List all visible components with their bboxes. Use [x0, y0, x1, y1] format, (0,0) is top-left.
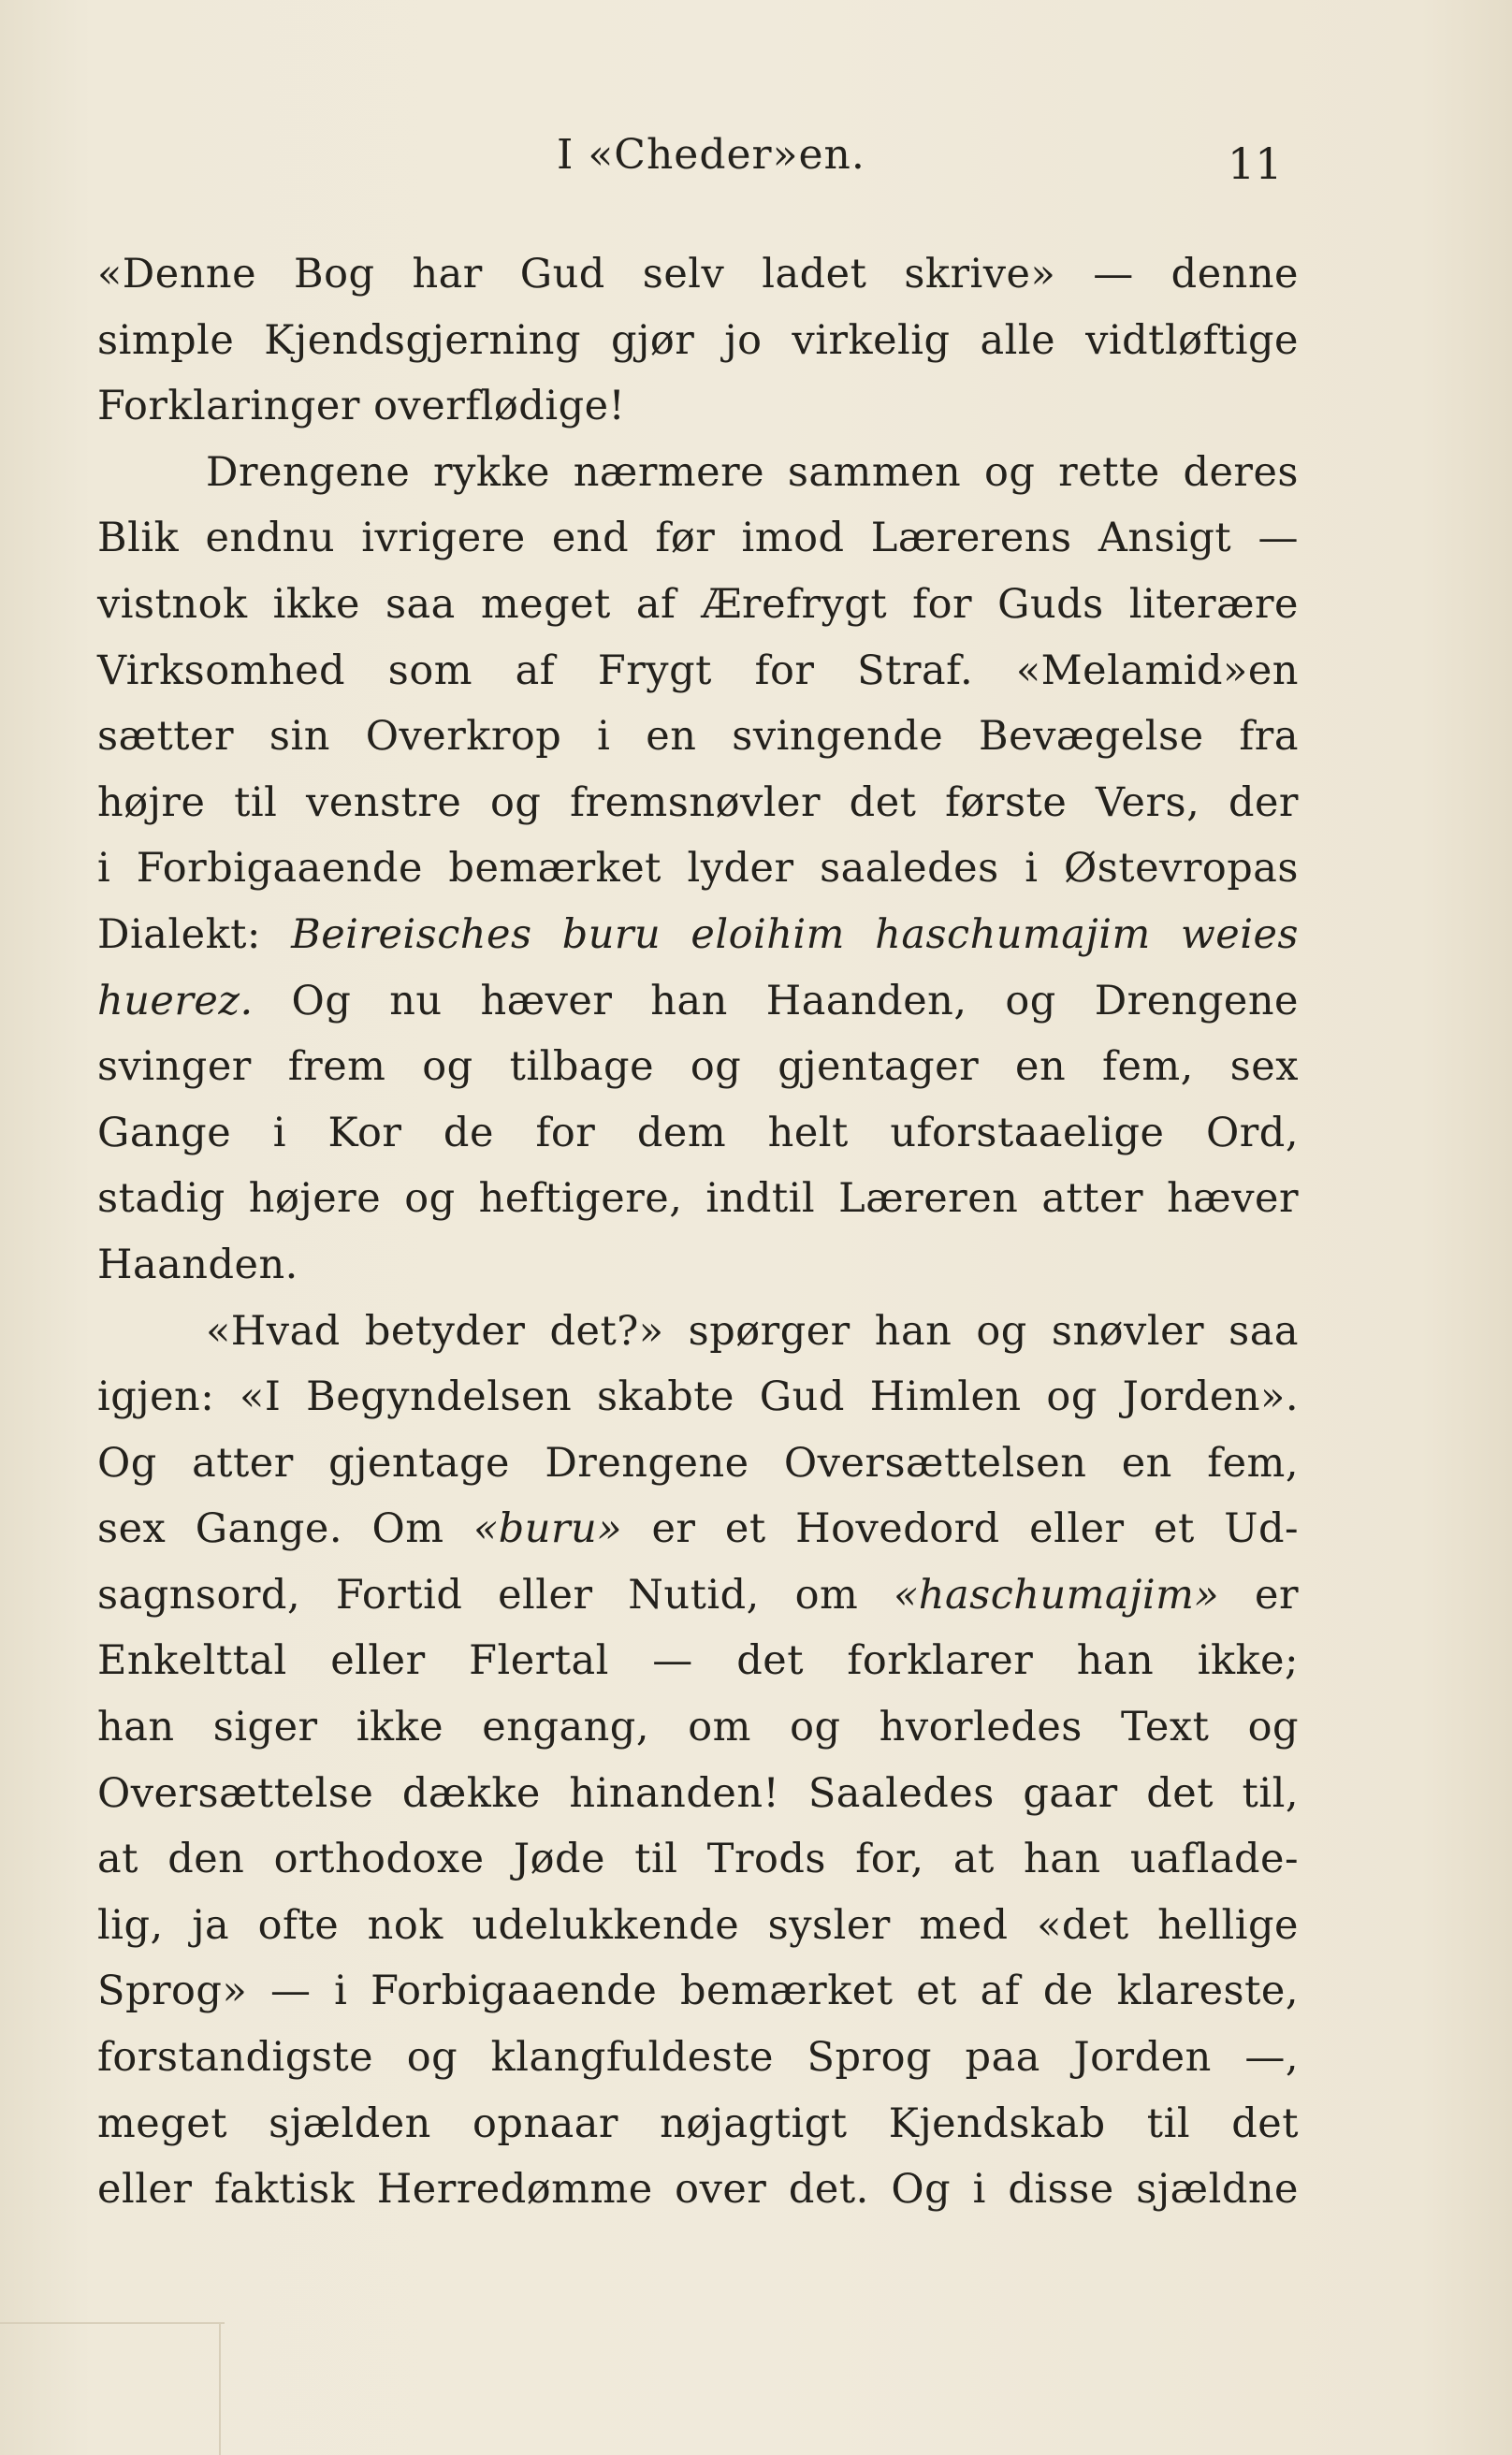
text-line: «Hvad betyder det?» spørger han og snøvler saa — [206, 1307, 1299, 1355]
text-run: Og nu hæver han Haanden, og Drengene — [253, 977, 1299, 1024]
text-line: lig, ja ofte nok udelukkende sysler med «det hellige — [97, 1901, 1299, 1949]
text-line: i Forbigaaende bemærket lyder saaledes i Østevropas — [97, 845, 1299, 893]
text-line — [97, 1562, 1299, 1629]
text-line: forstandigste og klangfuldeste Sprog paa Jorden —, — [97, 2034, 1299, 2082]
italic-text-run: Beireisches buru eloihim haschumajim weies — [291, 910, 1299, 958]
text-line: Gange i Kor de for dem helt uforstaaelige Ord, — [97, 1109, 1299, 1156]
text-line: svinger frem og tilbage og gjentager en fem, sex — [97, 1043, 1299, 1091]
text-line: sætter sin Overkrop i en svingende Bevægelse fra — [97, 713, 1299, 761]
text-line: Blik endnu ivrigere end før imod Lærerens Ansigt — — [97, 515, 1299, 562]
margin-rule — [0, 2322, 225, 2324]
text-run: er — [1219, 1571, 1299, 1619]
text-run: Dialekt: — [97, 910, 292, 958]
text-line: igjen: «I Begyndelsen skabte Gud Himlen og Jorden». — [97, 1373, 1299, 1421]
text-line: højre til venstre og fremsnøvler det første Vers, der — [97, 778, 1299, 826]
text-line: Virksomhed som af Frygt for Straf. «Melamid»en — [97, 646, 1299, 694]
text-line: Drengene rykke nærmere sammen og rette deres — [206, 448, 1299, 496]
text-line: Oversættelse dække hinanden! Saaledes gaar det til, — [97, 1769, 1299, 1817]
text-line: Enkelttal eller Flertal — det forklarer han ikke; — [97, 1637, 1299, 1685]
text-line: Sprog» — i Forbigaaende bemærket et af de klareste, — [97, 1968, 1299, 2015]
text-line — [97, 968, 1299, 1035]
text-line: at den orthodoxe Jøde til Trods for, at han uaflade- — [97, 1836, 1299, 1883]
text-line: han siger ikke engang, om og hvorledes Text og — [97, 1704, 1299, 1751]
text-run: er et Hovedord eller et Ud- — [622, 1505, 1299, 1553]
text-line: simple Kjendsgjerning gjør jo virkelig alle vidtløftige — [97, 316, 1299, 364]
text-line: «Denne Bog har Gud selv ladet skrive» — denne — [97, 251, 1299, 298]
text-line: eller faktisk Herredømme over det. Og i disse sjældne — [97, 2166, 1299, 2214]
text-line: Forklaringer overflødige! — [97, 383, 626, 430]
text-line: meget sjælden opnaar nøjagtigt Kjendskab til det — [97, 2099, 1299, 2147]
text-line — [97, 902, 1299, 968]
italic-text-run: «haschumajim» — [893, 1571, 1220, 1619]
body-text — [97, 241, 1299, 2223]
margin-rule-vertical — [219, 2322, 221, 2455]
italic-text-run: «buru» — [472, 1505, 623, 1553]
text-line: Og atter gjentage Drengene Oversættelsen en fem, — [97, 1439, 1299, 1487]
italic-text-run: huerez. — [97, 977, 254, 1024]
page-number: 11 — [1228, 138, 1283, 189]
text-run: sagnsord, Fortid eller Nutid, om — [97, 1571, 894, 1619]
text-line: Haanden. — [97, 1241, 298, 1288]
text-line: stadig højere og heftigere, indtil Læreren atter hæver — [97, 1175, 1299, 1223]
text-line: vistnok ikke saa meget af Ærefrygt for Guds literære — [97, 580, 1299, 628]
running-title: I «Cheder»en. — [557, 131, 865, 179]
text-run: sex Gange. Om — [97, 1505, 473, 1553]
text-line — [97, 1496, 1299, 1562]
